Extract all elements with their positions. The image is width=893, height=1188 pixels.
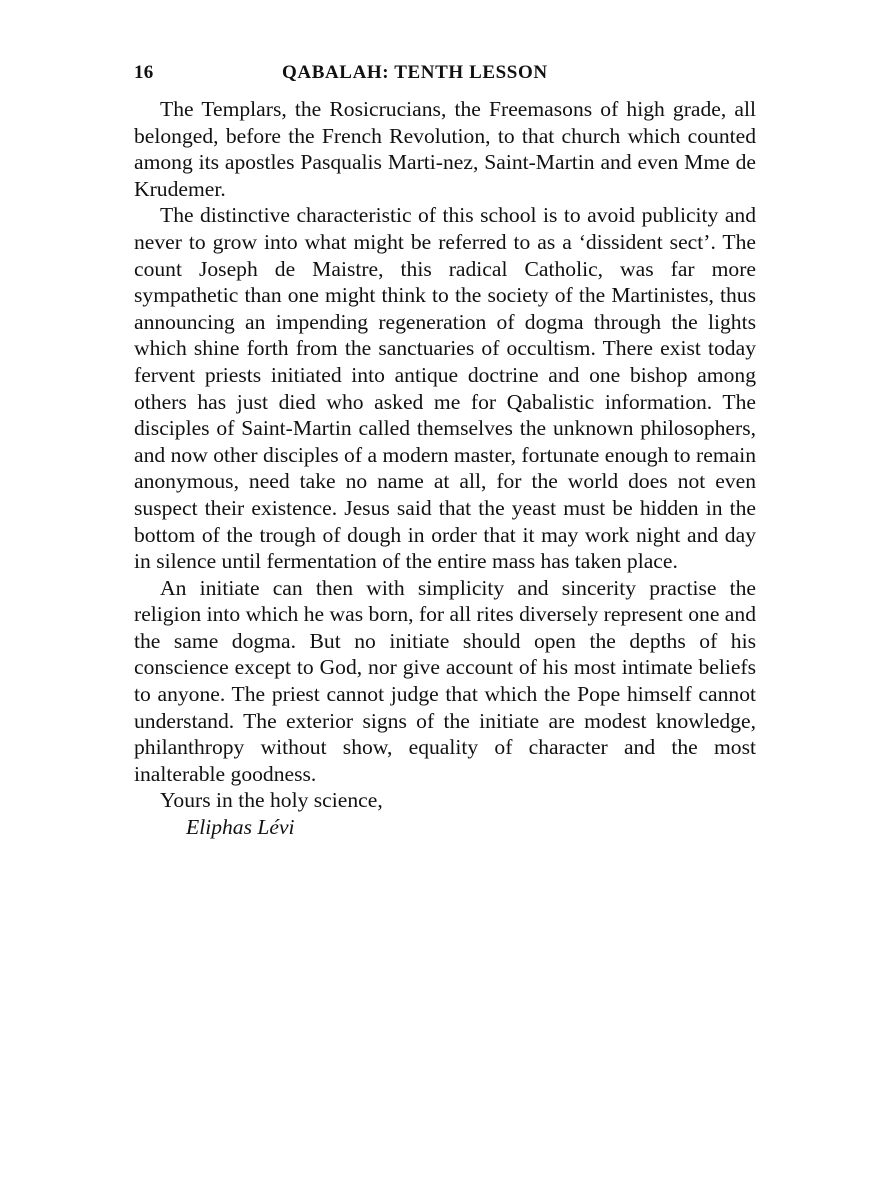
running-title: QABALAH: TENTH LESSON: [282, 62, 548, 83]
author-signature: Eliphas Lévi: [186, 815, 295, 840]
page-number: 16: [134, 62, 154, 83]
letter-closing: Yours in the holy science,: [160, 788, 383, 813]
book-page: [134, 62, 756, 841]
paragraph: An initiate can then with simplicity and sincerity practise the religion into which he was born, for all rites diversely represent one and the same dogma. But no initiate should open the depths of his conscience except to God, nor give account of his most intimate beliefs to anyone. The priest cannot judge that which the Pope himself cannot understand. The exterior signs of the initiate are modest knowledge, philanthropy without show, equality of character and the most inalterable goodness.: [134, 575, 756, 786]
paragraph: The distinctive characteristic of this school is to avoid publicity and never to grow into what might be referred to as a ‘dissident sect’. The count Joseph de Maistre, this radical Catholic, was far more sympathetic than one might think to the society of the Martinistes, thus announcing an impending regeneration of dogma through the lights which shine forth from the sanctuaries of occultism. There exist today fervent priests initiated into antique doctrine and one bishop among others has just died who asked me for Qabalistic information. The disciples of Saint-Martin called themselves the unknown philosophers, and now other disciples of a modern master, fortunate enough to remain anonymous, need take no name at all, for the world does not even suspect their existence. Jesus said that the yeast must be hidden in the bottom of the trough of dough in order that it may work night and day in silence until fermentation of the entire mass has taken place.: [134, 203, 756, 574]
body-text: [134, 96, 756, 787]
paragraph: The Templars, the Rosicrucians, the Freemasons of high grade, all belonged, before the French Revolution, to that church which counted among its apostles Pasqualis Marti-nez, Saint-Martin and even Mme de Krudemer.: [134, 97, 756, 201]
running-header: [134, 62, 756, 96]
